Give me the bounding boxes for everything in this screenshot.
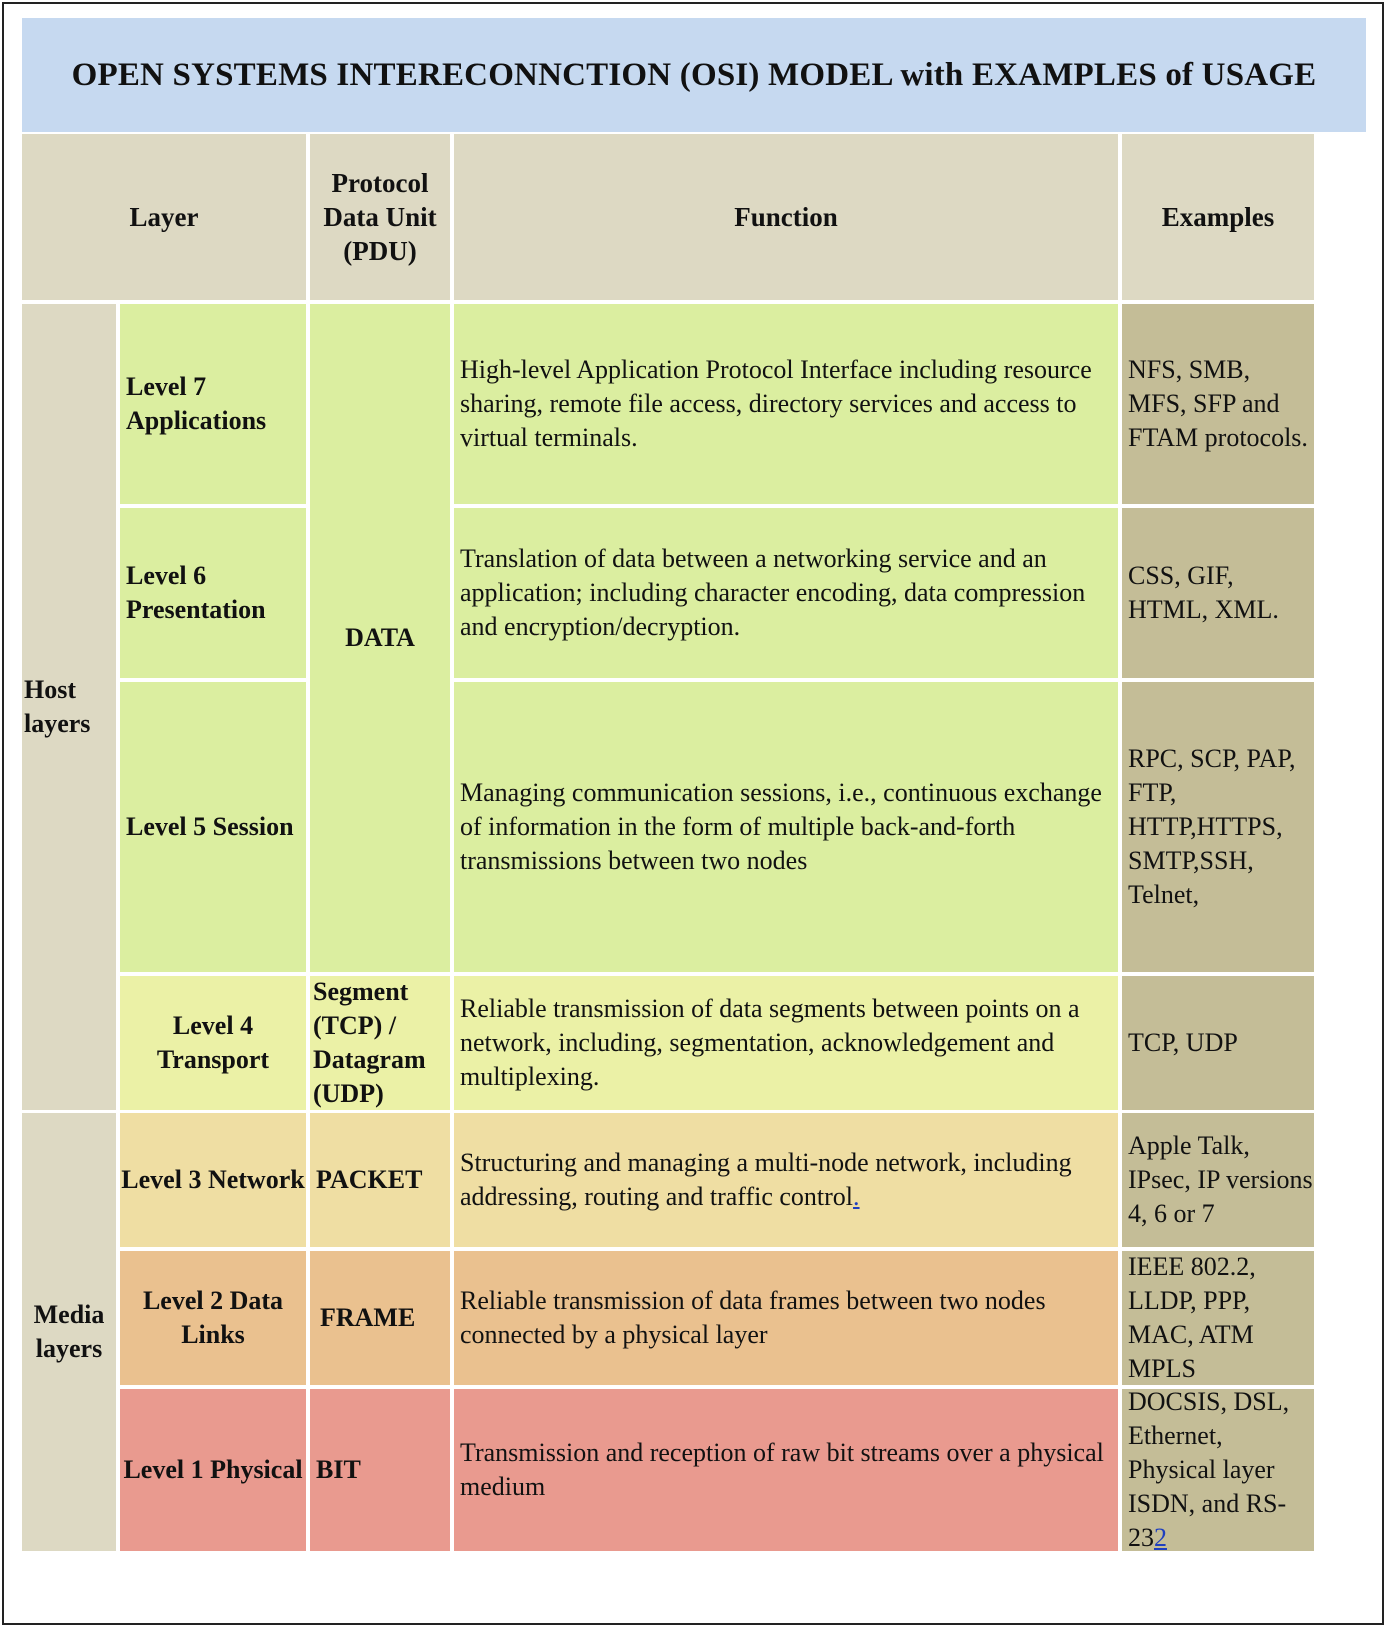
level-2-pdu: FRAME (310, 1251, 450, 1385)
level-6-label: Level 6 Presentation (120, 508, 306, 678)
level-6-function: Translation of data between a networking service and an application; including character encoding, data compression and encryption/decryption. (454, 508, 1118, 678)
header-examples: Examples (1122, 134, 1314, 300)
level-7-label: Level 7 Applications (120, 304, 306, 504)
level-2-function: Reliable transmission of data frames between two nodes connected by a physical layer (454, 1251, 1118, 1385)
group-host-layers: Host layers (22, 304, 116, 1110)
level-3-function-text: Structuring and managing a multi-node network, including addressing, routing and traffic control. (460, 1148, 1072, 1211)
level-2-label: Level 2 Data Links (120, 1251, 306, 1385)
level-1-function: Transmission and reception of raw bit streams over a physical medium (454, 1389, 1118, 1551)
level-7-examples: NFS, SMB, MFS, SFP and FTAM protocols. (1122, 304, 1314, 504)
level-6-examples: CSS, GIF, HTML, XML. (1122, 508, 1314, 678)
level-1-examples-link[interactable]: 2 (1154, 1523, 1167, 1551)
level-3-label: Level 3 Network (120, 1113, 306, 1247)
level-4-function: Reliable transmission of data segments between points on a network, including, segmentation, acknowledgement and multiplexing. (454, 976, 1118, 1110)
header-function: Function (454, 134, 1118, 300)
level-5-label: Level 5 Session (120, 682, 306, 972)
level-1-label: Level 1 Physical (120, 1389, 306, 1551)
level-5-examples: RPC, SCP, PAP, FTP, HTTP,HTTPS, SMTP,SSH, Telnet, (1122, 682, 1314, 972)
level-3-function (454, 1113, 1118, 1247)
level-1-examples-text: DOCSIS, DSL, Ethernet, Physical layer ISDN, and RS-232 (1128, 1389, 1290, 1551)
level-1-examples (1122, 1389, 1314, 1551)
level-5-function: Managing communication sessions, i.e., continuous exchange of information in the form of multiple back-and-forth transmissions between two nodes (454, 682, 1118, 972)
level-3-pdu: PACKET (310, 1113, 450, 1247)
level-3-function-link[interactable]: . (853, 1182, 860, 1211)
level-2-examples: IEEE 802.2, LLDP, PPP, MAC, ATM MPLS (1122, 1251, 1314, 1385)
level-4-examples: TCP, UDP (1122, 976, 1314, 1110)
level-3-examples: Apple Talk, IPsec, IP versions 4, 6 or 7 (1122, 1113, 1314, 1247)
group-media-layers: Media layers (22, 1113, 116, 1551)
level-4-label: Level 4 Transport (120, 976, 306, 1110)
pdu-data: DATA (310, 304, 450, 972)
level-1-pdu: BIT (310, 1389, 450, 1551)
header-pdu: Protocol Data Unit (PDU) (310, 134, 450, 300)
table-title: OPEN SYSTEMS INTERECONNCTION (OSI) MODEL with EXAMPLES of USAGE (22, 18, 1366, 132)
level-4-pdu: Segment (TCP) / Datagram (UDP) (310, 976, 450, 1110)
level-7-function: High-level Application Protocol Interface including resource sharing, remote file access, directory services and access to virtual terminals. (454, 304, 1118, 504)
header-layer: Layer (22, 134, 306, 300)
